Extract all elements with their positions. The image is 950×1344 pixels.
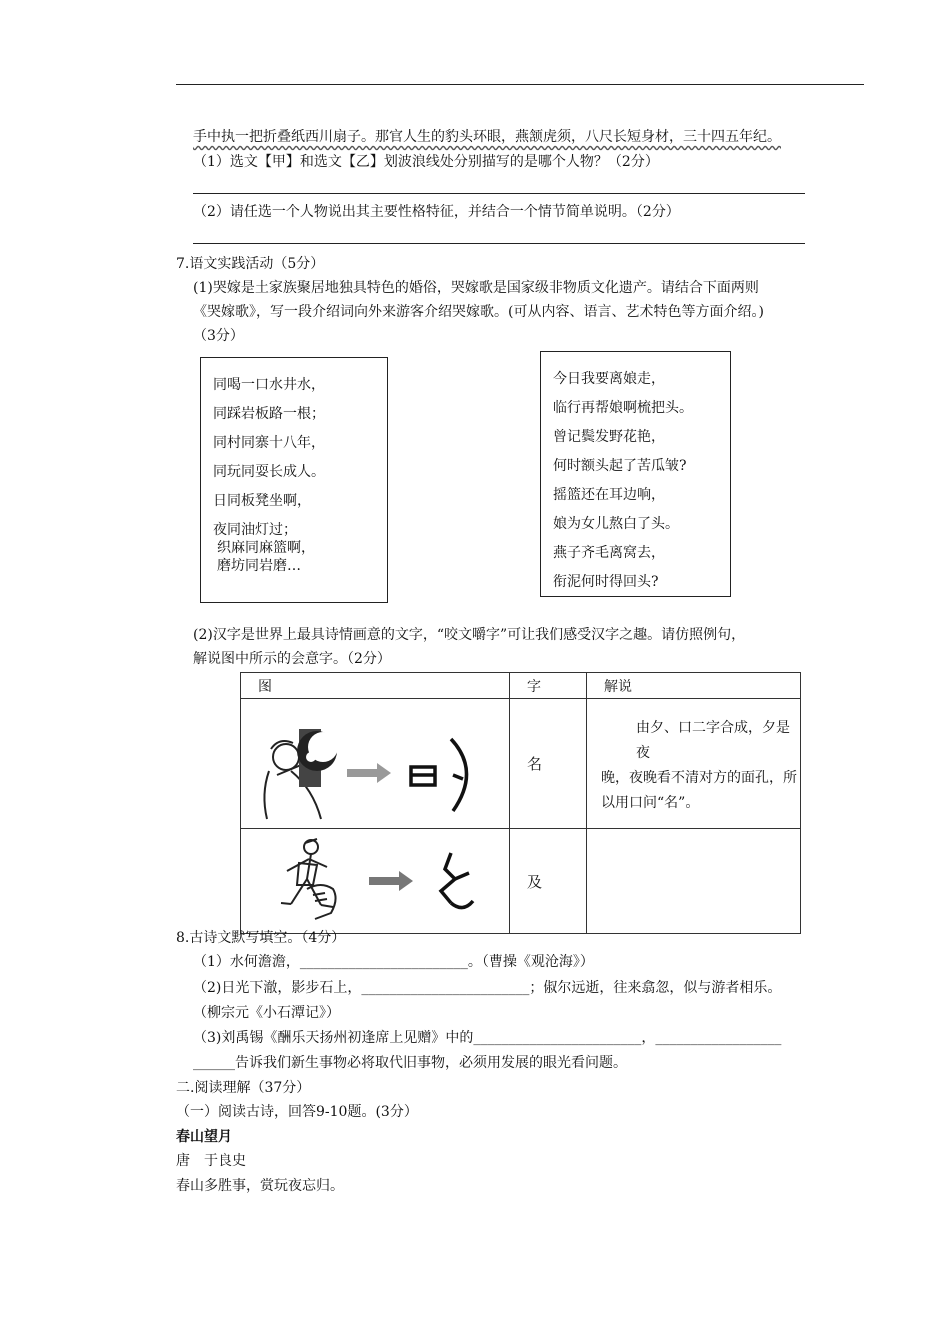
header-char: 字 xyxy=(510,673,587,699)
poem-line: 临行再帮娘啊梳把头。 xyxy=(553,400,693,416)
q7-p2-line2: 解说图中所示的会意字。（2分） xyxy=(193,651,391,667)
poem-line: 曾记鬓发野花艳， xyxy=(553,429,665,445)
poem-author: 唐 于良史 xyxy=(176,1153,246,1169)
poem-line: 织麻同麻篮啊， xyxy=(217,540,315,556)
arrow-right-icon xyxy=(347,763,391,783)
moon-icon xyxy=(297,729,338,787)
poem-box-left xyxy=(200,357,388,603)
poem-line: 今日我要离娘走， xyxy=(553,371,665,387)
q7-p1-line2: 《哭嫁歌》，写一段介绍词向外来游客介绍哭嫁歌。(可从内容、语言、艺术特色等方面介绍。) xyxy=(193,304,764,320)
explain-line: 以用口问“名”。 xyxy=(601,794,700,811)
q8-heading: 8.古诗文默写填空。（4分） xyxy=(176,930,346,946)
answer-line-2[interactable] xyxy=(193,243,805,244)
character-table xyxy=(240,672,801,934)
explain-line: 由夕、口二字合成，夕是夜 xyxy=(636,719,790,761)
q6-sub1: （1）选文【甲】和选文【乙】划波浪线处分别描写的是哪个人物？（2分） xyxy=(193,154,659,170)
poem-line: 燕子齐毛离窝去， xyxy=(553,545,665,561)
explain-answer-field[interactable] xyxy=(587,829,801,934)
header-image: 图 xyxy=(241,673,510,699)
poem-line-1: 春山多胜事，赏玩夜忘归。 xyxy=(176,1178,344,1194)
q7-p2-line1: (2)汉字是世界上最具诗情画意的文字，“咬文嚼字”可让我们感受汉字之趣。请仿照例句， xyxy=(193,627,746,643)
passage-line: 手中执一把折叠纸西川扇子。那官人生的豹头环眼，燕颔虎须，八尺长短身材，三十四五年纪。 xyxy=(193,129,781,145)
char-ji: 及 xyxy=(510,829,587,934)
image-cell-ji xyxy=(241,829,510,934)
poem-title: 春山望月 xyxy=(176,1129,232,1145)
q7-p1-line3: （3分） xyxy=(193,328,244,344)
poem-line: 日同板凳坐啊， xyxy=(213,493,311,509)
poem-line: 同踩岩板路一根； xyxy=(213,406,325,422)
poem-line: 同喝一口水井水， xyxy=(213,377,325,393)
poem-line: 夜同油灯过； xyxy=(213,522,297,538)
section2-sub: （一）阅读古诗，回答9-10题。(3分） xyxy=(176,1104,418,1120)
answer-line-1[interactable] xyxy=(193,193,805,194)
poem-line: 磨坊同岩磨… xyxy=(217,558,301,574)
q8-line5: ______告诉我们新生事物必将取代旧事物，必须用发展的眼光看问题。 xyxy=(193,1055,627,1071)
q8-line1: （1）水何澹澹，________________________。（曹操《观沧海》） xyxy=(193,954,594,970)
q8-line4: （3)刘禹锡《酬乐天扬州初逢席上见赠》中的________________________，__________________ xyxy=(193,1030,782,1046)
poem-line: 何时额头起了苦瓜皱? xyxy=(553,458,687,474)
poem-box-right xyxy=(540,351,731,597)
person-walking-icon xyxy=(281,839,333,907)
ji-illustration xyxy=(241,829,492,929)
header-explain: 解说 xyxy=(587,673,801,699)
poem-line: 同玩同耍长成人。 xyxy=(213,464,325,480)
header-rule xyxy=(176,84,864,85)
q6-sub2: （2）请任选一个人物说出其主要性格特征，并结合一个情节简单说明。（2分） xyxy=(193,204,680,220)
ming-illustration xyxy=(241,699,492,824)
ming-glyph-icon xyxy=(411,739,467,811)
section2-heading: 二.阅读理解（37分） xyxy=(176,1080,311,1096)
image-cell-ming xyxy=(241,699,510,829)
poem-line: 摇篮还在耳边响， xyxy=(553,487,665,503)
hand-grabbing-icon xyxy=(307,885,336,919)
q8-line3: （柳宗元《小石潭记》） xyxy=(193,1005,340,1021)
q7-heading: 7.语文实践活动（5分） xyxy=(176,256,325,272)
char-ming: 名 xyxy=(510,699,587,829)
arrow-right-icon xyxy=(369,871,413,891)
q8-line2: （2)日光下澈，影步石上，________________________；俶尔远逝，往来翕忽，似与游者相乐。 xyxy=(193,980,782,996)
explain-line: 晚，夜晚看不清对方的面孔，所 xyxy=(601,769,797,786)
poem-line: 娘为女儿熬白了头。 xyxy=(553,516,679,532)
q7-p1-line1: (1)哭嫁是土家族聚居地独具特色的婚俗，哭嫁歌是国家级非物质文化遗产。请结合下面两则 xyxy=(193,280,759,296)
ji-glyph-icon xyxy=(441,853,473,908)
poem-line: 同村同寨十八年， xyxy=(213,435,325,451)
poem-line: 衔泥何时得回头? xyxy=(553,574,659,590)
